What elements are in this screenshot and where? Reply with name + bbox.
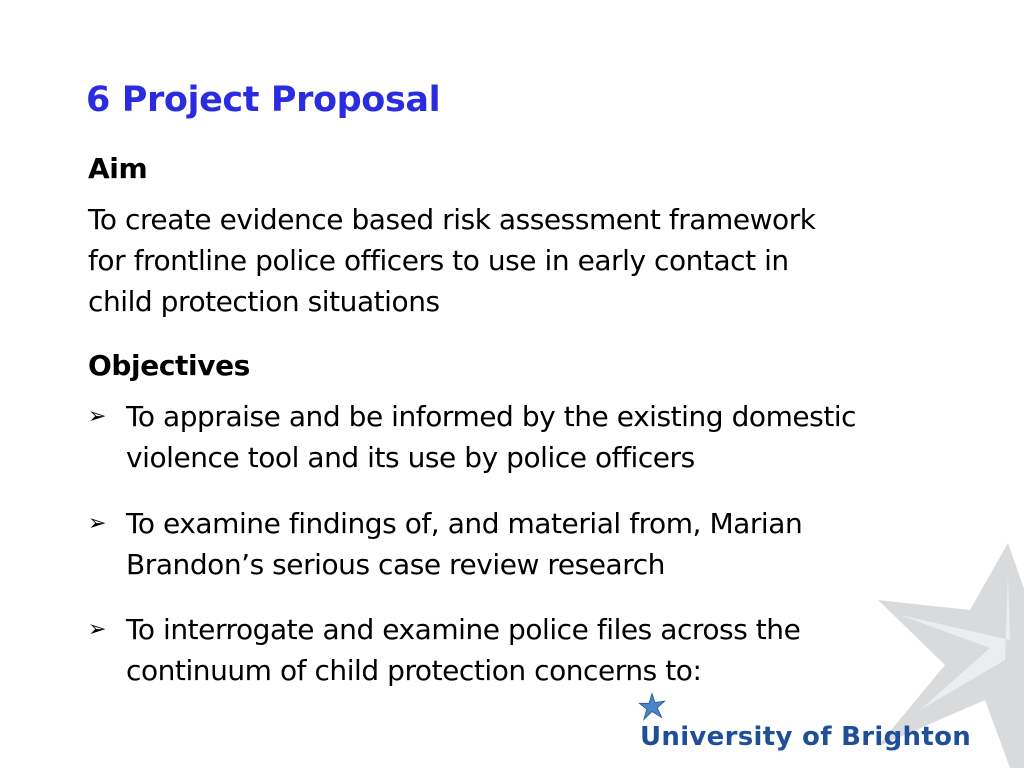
objective-item: ➢ To examine findings of, and material from, Marian Brandon’s serious case review research bbox=[88, 503, 802, 585]
objective-item: ➢ To interrogate and examine police files across the continuum of child protection concerns to: bbox=[88, 609, 800, 691]
aim-text bbox=[88, 199, 816, 322]
aim-line: for frontline police officers to use in early contact in bbox=[88, 244, 789, 277]
aim-heading: Aim bbox=[88, 152, 148, 185]
aim-line: child protection situations bbox=[88, 285, 440, 318]
objectives-heading: Objectives bbox=[88, 349, 250, 382]
arrow-bullet-icon: ➢ bbox=[88, 511, 106, 536]
university-star-icon bbox=[637, 692, 667, 722]
aim-line: To create evidence based risk assessment framework bbox=[88, 203, 816, 236]
slide-title: 6 Project Proposal bbox=[86, 80, 441, 120]
university-logo: University of Brighton bbox=[640, 722, 972, 752]
objective-item: ➢ To appraise and be informed by the existing domestic violence tool and its use by police officers bbox=[88, 396, 856, 478]
arrow-bullet-icon: ➢ bbox=[88, 617, 106, 642]
arrow-bullet-icon: ➢ bbox=[88, 404, 106, 429]
